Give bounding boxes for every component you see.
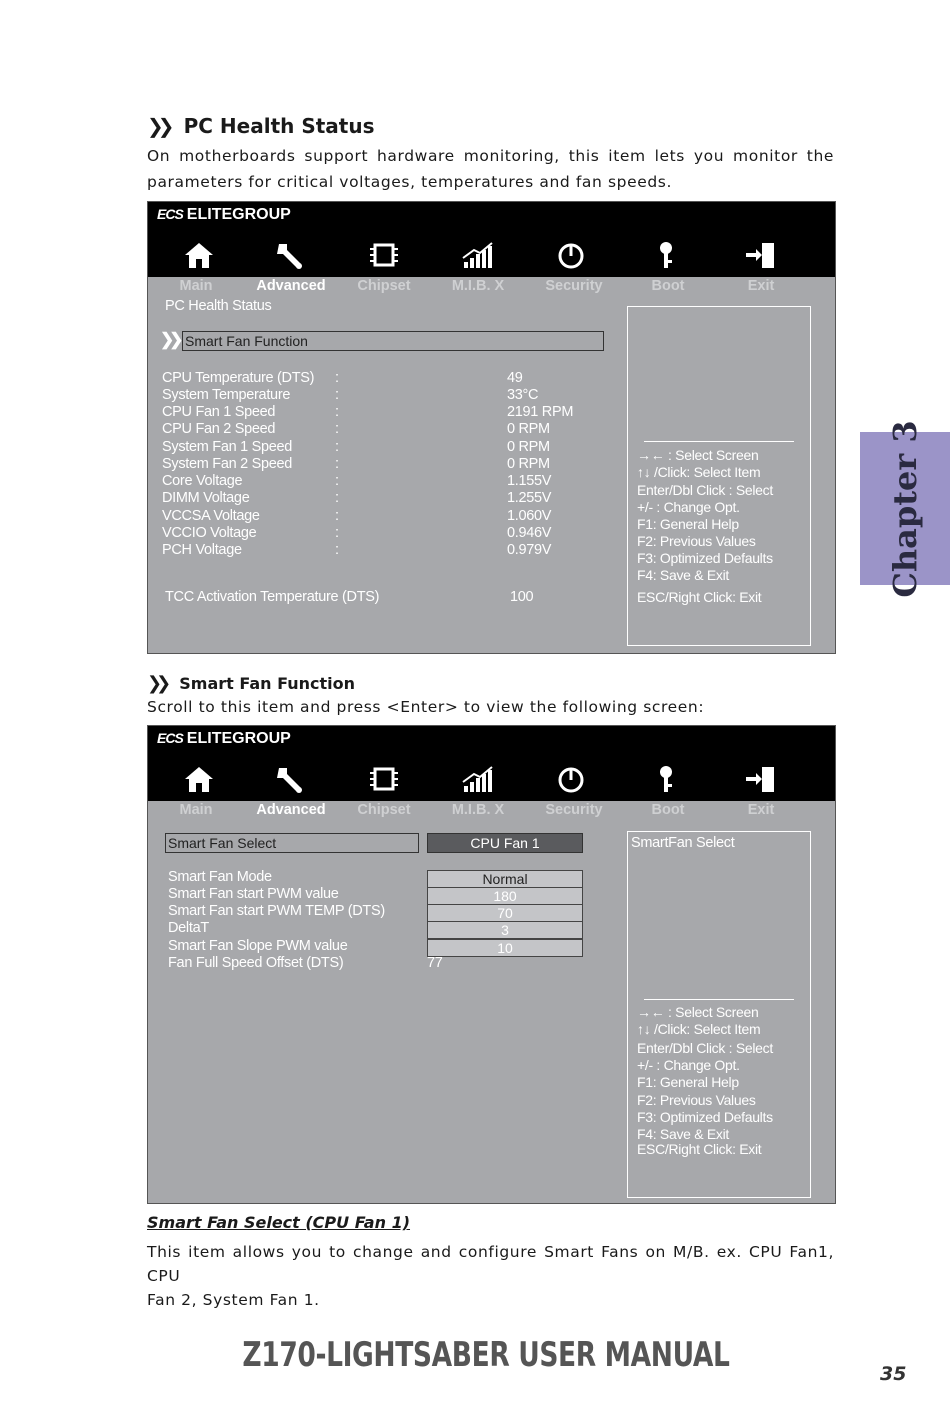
home-icon[interactable] (181, 764, 217, 794)
reading-value: 0 RPM (507, 456, 550, 472)
help-line: +/- : Change Opt. (637, 499, 740, 515)
smart-fan-mode-field[interactable]: Normal (427, 870, 583, 888)
bios-page-title: PC Health Status (165, 298, 272, 314)
bios-screen-smart-fan (147, 725, 836, 1204)
section-heading-pc-health (147, 114, 375, 138)
reading-separator: : (335, 525, 339, 541)
reading-separator: : (335, 473, 339, 489)
help-line: F2: Previous Values (637, 1092, 756, 1108)
page-number: 35 (880, 1363, 907, 1385)
setting-label: Smart Fan start PWM value (168, 886, 339, 902)
double-chevron-icon: ❯❯ (147, 673, 166, 694)
reading-separator: : (335, 456, 339, 472)
reading-value: 1.155V (507, 473, 552, 489)
section-title: PC Health Status (183, 114, 375, 138)
reading-separator: : (335, 370, 339, 386)
reading-label: VCCSA Voltage (162, 508, 260, 524)
help-line: F4: Save & Exit (637, 1126, 729, 1142)
reading-label: System Fan 2 Speed (162, 456, 293, 472)
tab-advanced[interactable]: Advanced (256, 278, 326, 294)
bios-screen-pc-health (147, 201, 836, 654)
tab-boot[interactable]: Boot (651, 278, 685, 294)
reading-label: Core Voltage (162, 473, 243, 489)
submenu-chevron-icon: ❯❯ (160, 330, 179, 349)
tab-security[interactable]: Security (545, 802, 603, 818)
help-line: F2: Previous Values (637, 533, 756, 549)
help-divider (644, 441, 794, 442)
help-title: SmartFan Select (631, 835, 735, 851)
section-heading-smart-fan (147, 673, 355, 694)
reading-separator: : (335, 542, 339, 558)
help-line: ESC/Right Click: Exit (637, 1141, 762, 1157)
tab-chipset[interactable]: Chipset (357, 278, 411, 294)
subsection-description: This item allows you to change and configure Smart Fans on M/B. ex. CPU Fan1, CPU Fan 2, System Fan 1. (147, 1243, 834, 1309)
chart-icon[interactable] (460, 764, 496, 794)
reading-label: System Fan 1 Speed (162, 439, 293, 455)
setting-label: DeltaT (168, 920, 209, 936)
tab-boot[interactable]: Boot (651, 802, 685, 818)
reading-separator: : (335, 404, 339, 420)
chart-icon[interactable] (460, 240, 496, 270)
tab-mib-x[interactable]: M.I.B. X (451, 802, 505, 818)
chip-icon[interactable] (366, 764, 402, 794)
exit-door-icon[interactable] (742, 240, 778, 270)
help-line: Enter/Dbl Click : Select (637, 482, 773, 498)
help-line: ↑↓ /Click: Select Item (637, 1021, 761, 1037)
reading-label: CPU Temperature (DTS) (162, 370, 315, 386)
brand-logo: ECS ELITEGROUP (157, 730, 291, 747)
reading-label: DIMM Voltage (162, 490, 250, 506)
reading-value: 49 (507, 370, 523, 386)
submenu-smart-fan-function[interactable]: Smart Fan Function (182, 331, 604, 351)
reading-value: 0.946V (507, 525, 552, 541)
reading-separator: : (335, 508, 339, 524)
double-chevron-icon: ❯❯ (147, 114, 169, 138)
reading-separator: : (335, 421, 339, 437)
smart-fan-select-value[interactable]: CPU Fan 1 (427, 833, 583, 853)
reading-label: VCCIO Voltage (162, 525, 257, 541)
help-line: F3: Optimized Defaults (637, 550, 773, 566)
chip-icon[interactable] (366, 240, 402, 270)
setting-value-field[interactable]: 70 (427, 904, 583, 922)
key-icon[interactable] (648, 240, 684, 270)
smart-fan-select-row[interactable]: Smart Fan Select (165, 833, 419, 853)
section-title: Smart Fan Function (179, 674, 356, 693)
chapter-tab: Chapter 3 (860, 432, 950, 585)
reading-separator: : (335, 387, 339, 403)
help-line: F3: Optimized Defaults (637, 1109, 773, 1125)
setting-label: Fan Full Speed Offset (DTS) (168, 955, 344, 971)
tab-advanced[interactable]: Advanced (256, 802, 326, 818)
reading-value: 33°C (507, 387, 539, 403)
key-icon[interactable] (648, 764, 684, 794)
wrench-icon[interactable] (273, 764, 309, 794)
tcc-value: 100 (510, 589, 534, 605)
setting-value: 77 (427, 955, 443, 971)
reading-label: CPU Fan 1 Speed (162, 404, 276, 420)
home-icon[interactable] (181, 240, 217, 270)
reading-label: System Temperature (162, 387, 291, 403)
tcc-label: TCC Activation Temperature (DTS) (165, 589, 380, 605)
brand-logo: ECS ELITEGROUP (157, 206, 291, 223)
help-line: →← : Select Screen (637, 447, 759, 463)
setting-label: Smart Fan start PWM TEMP (DTS) (168, 903, 385, 919)
tab-security[interactable]: Security (545, 278, 603, 294)
help-line: ↑↓ /Click: Select Item (637, 464, 761, 480)
tab-chipset[interactable]: Chipset (357, 802, 411, 818)
setting-value-field[interactable]: 3 (427, 921, 583, 939)
exit-door-icon[interactable] (742, 764, 778, 794)
tab-exit[interactable]: Exit (747, 278, 775, 294)
power-icon[interactable] (553, 764, 589, 794)
help-line: Enter/Dbl Click : Select (637, 1040, 773, 1056)
setting-label: Smart Fan Slope PWM value (168, 938, 348, 954)
setting-value-field[interactable]: 180 (427, 887, 583, 905)
wrench-icon[interactable] (273, 240, 309, 270)
help-line: ESC/Right Click: Exit (637, 589, 762, 605)
reading-separator: : (335, 490, 339, 506)
manual-footer-title: Z170-LIGHTSABER USER MANUAL (242, 1335, 730, 1375)
help-line: F4: Save & Exit (637, 567, 729, 583)
reading-value: 1.060V (507, 508, 552, 524)
help-line: +/- : Change Opt. (637, 1057, 740, 1073)
section-description: Scroll to this item and press <Enter> to view the following screen: (147, 698, 705, 716)
reading-label: CPU Fan 2 Speed (162, 421, 276, 437)
section-description: On motherboards support hardware monitoring, this item lets you monitor the parameters for critical voltages, temperatures and fan speeds. (147, 147, 834, 191)
reading-separator: : (335, 439, 339, 455)
reading-value: 2191 RPM (507, 404, 574, 420)
setting-label: Smart Fan Mode (168, 869, 272, 885)
reading-value: 0.979V (507, 542, 552, 558)
reading-value: 1.255V (507, 490, 552, 506)
help-line: F1: General Help (637, 1074, 739, 1090)
tab-main[interactable]: Main (179, 278, 213, 294)
reading-label: PCH Voltage (162, 542, 242, 558)
tab-main[interactable]: Main (179, 802, 213, 818)
subsection-title: Smart Fan Select (CPU Fan 1) (147, 1213, 411, 1232)
tab-mib-x[interactable]: M.I.B. X (451, 278, 505, 294)
help-line: →← : Select Screen (637, 1004, 759, 1020)
help-divider (644, 999, 794, 1000)
power-icon[interactable] (553, 240, 589, 270)
setting-value-field[interactable]: 10 (427, 939, 583, 957)
reading-value: 0 RPM (507, 439, 550, 455)
tab-exit[interactable]: Exit (747, 802, 775, 818)
reading-value: 0 RPM (507, 421, 550, 437)
help-line: F1: General Help (637, 516, 739, 532)
